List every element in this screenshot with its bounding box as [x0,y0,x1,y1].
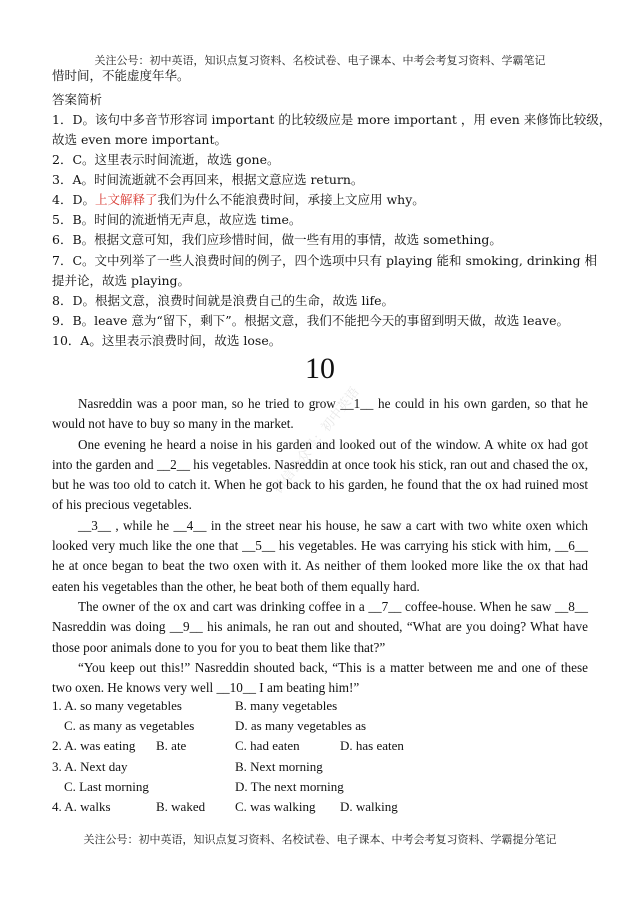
watermark: 微信公众号：初中英语 [270,384,363,497]
option-cell: B. Next morning [235,758,323,774]
option-cell: D. as many vegetables as [235,718,367,734]
section-number: 10 [305,352,335,385]
answer-7-line-1: 7．C。文中列举了一些人浪费时间的例子，四个选项中只有 playing 能和 smoking, drinking 相 [52,253,597,268]
answer-4-highlight: 上文解释了 [94,192,158,207]
option-cell: 4. A. walks [52,798,111,814]
option-cell: B. ate [156,738,187,754]
answer-2: 2．C。这里表示时间流逝，故选 gone。 [52,152,280,167]
option-row [52,738,592,758]
option-cell: 1. A. so many vegetables [52,698,182,713]
option-row [52,799,592,819]
option-cell: B. many vegetables [235,698,338,713]
option-cell: B. waked [156,798,206,814]
option-cell: C. as many as vegetables [64,718,195,734]
option-cell: 2. A. was eating [52,738,136,754]
answer-1-line-1: 1．D。该句中多音节形容词 important 的比较级应是 more important ，用 even 来修饰比较级， [52,112,612,127]
passage-paragraph-1: Nasreddin was a poor man, so he tried to grow __1__ he could in his own garden, so that he would not have to buy so many in the market. [52,396,588,432]
passage-paragraph-5: “You keep out this!” Nasreddin shouted back, “This is a matter between me and one of these two oxen. He knows very well __10__ I am beating him!” [52,659,588,696]
answer-6: 6．B。根据文意可知，我们应珍惜时间，做一些有用的事情，故选 something。 [52,232,502,247]
option-cell: D. The next morning [235,778,344,794]
answers-title: 答案简析 [52,92,103,107]
answer-1-line-2: 故选 even more important。 [52,132,227,147]
option-cell: D. walking [340,798,398,814]
answer-9: 9．B。leave 意为“留下，剩下”。根据文意，我们不能把今天的事留到明天做，故选 leave。 [52,313,569,328]
option-row [52,718,592,738]
option-cell: C. Last morning [64,778,149,794]
answer-5: 5．B。时间的流逝悄无声息，故应选 time。 [52,212,302,227]
option-cell: C. was walking [235,798,316,814]
option-row [52,779,592,799]
passage-paragraph-3: __3__ , while he __4__ in the street near his house, he saw a cart with two white oxen which looked very much like the one that __5__ his vegetables. He was carrying his stick with him, __6__ he at once began to beat the two oxen with it. As neither of them looked more like the ox that had eaten his vegetables than the other, he beat both of them equally hard. [52,517,588,594]
answer-8: 8．D。根据文意，浪费时间就是浪费自己的生命，故选 life。 [52,293,394,308]
answer-4-prefix: 4．D。 [52,192,95,207]
answer-7-line-2: 提并论，故选 playing。 [52,273,191,288]
answer-4 [52,190,425,210]
passage-paragraph-4: The owner of the ox and cart was drinking coffee in a __7__ coffee-house. When he saw __8__ Nasreddin was doing __9__ his animals, he ran out and shouted, “What are you doing? What have those poor animals done to you for you to beat them like that?” [52,598,588,655]
option-row [52,698,592,718]
answer-3: 3．A。时间流逝就不会再回来，根据文意应选 return。 [52,172,364,187]
passage [52,394,588,698]
intro-line: 惜时间，不能虚度年华。 [52,68,190,83]
passage-paragraph-2: One evening he heard a noise in his garden and looked out of the window. A white ox had got into the garden and __2__ his vegetables. Nasreddin at once took his stick, ran out and chased the ox, but he was too old to catch it. When he got back to his garden, he found that the ox had ruined most of his precious vegetables. [52,436,588,513]
option-cell: 3. A. Next day [52,758,128,774]
option-cell: C. had eaten [235,738,300,754]
answer-4-rest: 我们为什么不能浪费时间，承接上文应用 why。 [157,192,425,207]
option-row [52,759,592,779]
option-cell: D. has eaten [340,738,404,754]
answer-10: 10．A。这里表示浪费时间，故选 lose。 [52,333,282,348]
options-list [52,698,592,819]
page-header: 关注公号：初中英语，知识点复习资料、名校试卷、电子课本、中考会考复习资料、学霸笔记 [94,54,546,67]
page-footer: 关注公号：初中英语，知识点复习资料、名校试卷、电子课本、中考会考复习资料、学霸提分笔记 [83,833,557,846]
